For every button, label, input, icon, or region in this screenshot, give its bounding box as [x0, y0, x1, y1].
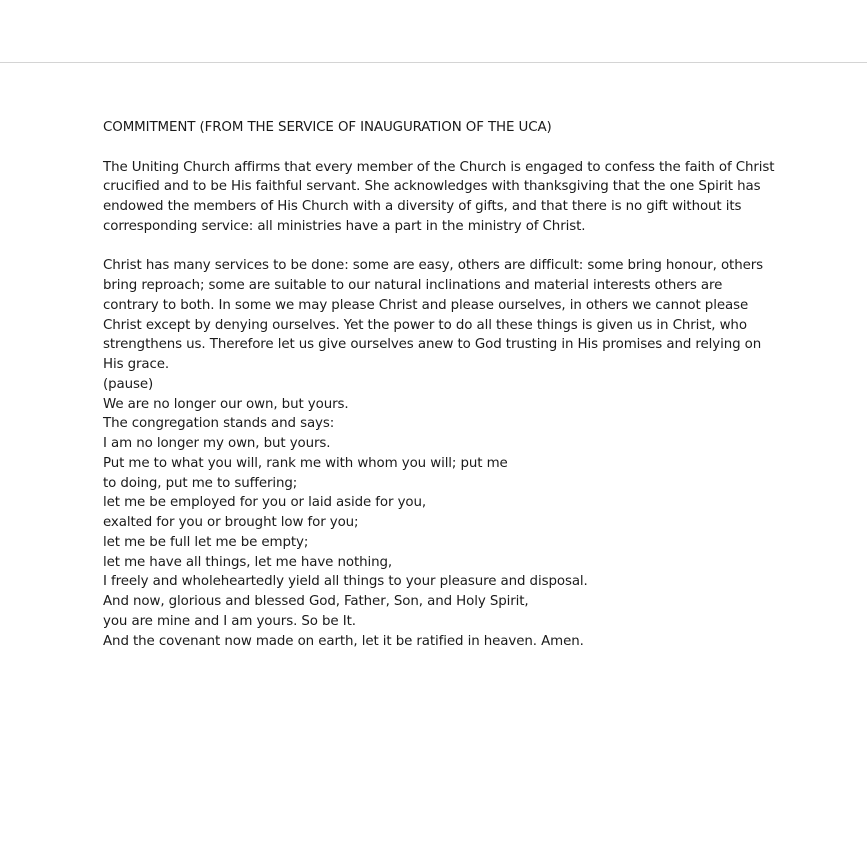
litany-line: to doing, put me to suffering; [103, 475, 298, 491]
document-body [103, 118, 803, 651]
text-line: The Uniting Church affirms that every member of the Church is engaged to confess the faith of Christ [103, 159, 775, 175]
spacer [103, 237, 803, 257]
spacer [103, 138, 803, 158]
text-line: Christ except by denying ourselves. Yet the power to do all these things is given us in Christ, who [103, 317, 747, 333]
text-line: endowed the members of His Church with a diversity of gifts, and that there is no gift without its [103, 199, 742, 214]
litany-line: I am no longer my own, but yours. [103, 436, 331, 451]
litany-line: We are no longer our own, but yours. [103, 396, 349, 412]
text-line: Christ has many services to be done: some are easy, others are difficult: some bring honour, others [103, 258, 764, 274]
litany-line: The congregation stands and says: [103, 416, 335, 432]
litany-line: let me be employed for you or laid aside for you, [103, 495, 427, 511]
litany-line: let me be full let me be empty; [103, 534, 309, 550]
document-title: COMMITMENT (FROM THE SERVICE OF INAUGURATION OF THE UCA) [103, 120, 552, 135]
text-line: His grace. [103, 357, 170, 372]
litany-line: Put me to what you will, rank me with whom you will; put me [103, 455, 508, 471]
paragraph-affirmation [103, 158, 803, 237]
text-line: bring reproach; some are suitable to our natural inclinations and material interests others are [103, 278, 723, 293]
litany-line: And now, glorious and blessed God, Father, Son, and Holy Spirit, [103, 594, 529, 609]
litany-line: (pause) [103, 376, 154, 392]
litany-block [103, 375, 803, 652]
text-line: strengthens us. Therefore let us give ourselves anew to God trusting in His promises and relying on [103, 337, 762, 353]
litany-line: exalted for you or brought low for you; [103, 515, 359, 530]
litany-line: And the covenant now made on earth, let it be ratified in heaven. Amen. [103, 633, 584, 649]
litany-line: I freely and wholeheartedly yield all things to your pleasure and disposal. [103, 574, 588, 590]
litany-line: let me have all things, let me have nothing, [103, 554, 393, 570]
text-line: corresponding service: all ministries have a part in the ministry of Christ. [103, 218, 586, 234]
page-top-divider [0, 62, 867, 63]
text-line: crucified and to be His faithful servant. She acknowledges with thanksgiving that the one Spirit has [103, 179, 761, 195]
litany-line: you are mine and I am yours. So be It. [103, 613, 356, 629]
paragraph-services [103, 256, 803, 375]
text-line: contrary to both. In some we may please Christ and please ourselves, in others we cannot please [103, 297, 749, 313]
